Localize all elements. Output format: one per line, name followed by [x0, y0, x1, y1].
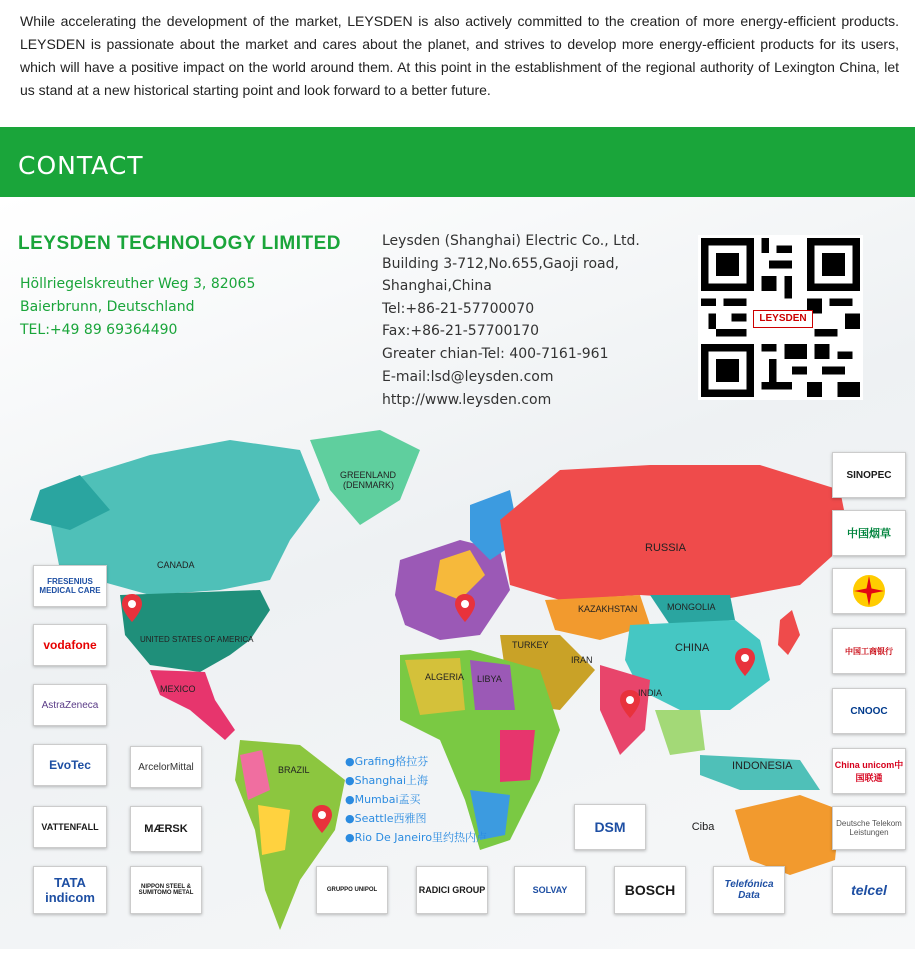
qr-code	[698, 235, 863, 400]
office-rio: ●Rio De Janeiro里约热内卢	[345, 831, 488, 844]
germany-street: Höllriegelskreuther Weg 3, 82065	[20, 276, 256, 292]
germany-city: Baierbrunn, Deutschland	[20, 299, 195, 315]
shanghai-address-line2: Shanghai,China	[382, 278, 492, 294]
contact-banner	[0, 127, 915, 197]
logo-maersk: MÆRSK	[130, 806, 202, 852]
label-usa: UNITED STATES OF AMERICA	[140, 635, 254, 644]
map-russia	[500, 465, 850, 600]
qr-brand-label: LEYSDEN	[753, 310, 813, 328]
label-russia: RUSSIA	[645, 542, 686, 554]
map-mexico	[150, 670, 235, 740]
logo-petrochina	[832, 568, 906, 614]
label-china: CHINA	[675, 642, 710, 654]
pin-rio	[312, 805, 332, 833]
label-mexico: MEXICO	[160, 684, 196, 694]
shanghai-tel: Tel:+86-21-57700070	[382, 301, 535, 317]
logo-nippon-steel: NIPPON STEEL & SUMITOMO METAL	[130, 866, 202, 914]
banner-title: CONTACT	[18, 151, 144, 180]
map-japan	[778, 610, 800, 655]
label-libya: LIBYA	[477, 674, 502, 684]
shanghai-greater-china-tel: Greater chian-Tel: 400-7161-961	[382, 346, 609, 362]
label-indonesia: INDONESIA	[732, 760, 793, 772]
logo-china-unicom: China unicom中国联通	[832, 748, 906, 794]
pin-grafing	[455, 594, 475, 622]
label-turkey: TURKEY	[512, 640, 549, 650]
label-brazil: BRAZIL	[278, 765, 310, 775]
label-india: INDIA	[638, 688, 663, 698]
logo-cnooc: CNOOC	[832, 688, 906, 734]
pin-shanghai	[735, 648, 755, 676]
office-grafing: ●Grafing格拉芬	[345, 755, 429, 768]
logo-astrazeneca: AstraZeneca	[33, 684, 107, 726]
pin-mumbai	[620, 690, 640, 718]
office-list	[345, 752, 487, 847]
label-canada: CANADA	[157, 560, 195, 570]
shanghai-email[interactable]: E-mail:lsd@leysden.com	[382, 369, 554, 385]
logo-sinopec: SINOPEC	[832, 452, 906, 498]
office-shanghai: ●Shanghai上海	[345, 774, 429, 787]
petrochina-icon	[852, 574, 886, 608]
office-seattle: ●Seattle西雅图	[345, 812, 427, 825]
map-usa	[120, 590, 270, 672]
logo-tata-indicom: TATA indicom	[33, 866, 107, 914]
label-algeria: ALGERIA	[425, 672, 465, 682]
shanghai-fax: Fax:+86-21-57700170	[382, 323, 540, 339]
germany-company-name: LEYSDEN TECHNOLOGY LIMITED	[18, 233, 342, 254]
logo-fresenius: FRESENIUS MEDICAL CARE	[33, 565, 107, 607]
germany-tel: TEL:+49 89 69364490	[20, 322, 178, 338]
pin-seattle	[122, 594, 142, 622]
label-greenland: GREENLAND	[340, 470, 397, 480]
logo-gruppo-unipol: GRUPPO UNIPOL	[316, 866, 388, 914]
logo-deutsche-telekom: Deutsche Telekom Leistungen	[832, 806, 906, 850]
label-iran: IRAN	[571, 655, 593, 665]
label-kazakhstan: KAZAKHSTAN	[578, 604, 638, 614]
label-mongolia: MONGOLIA	[667, 602, 716, 612]
logo-arcelormittal: ArcelorMittal	[130, 746, 202, 788]
intro-paragraph: While accelerating the development of the market, LEYSDEN is also actively committed to the creation of more energy-efficient products. LEYSDEN is passionate about the market and cares about the planet, and strives to develop more energy-efficient products for its users, which will have a positive impact on the world around them. At this point in the establishment of the regional authority of Lexington China, let us stand at a new historical starting point and look forward to a better future.	[20, 13, 899, 98]
shanghai-website[interactable]: http://www.leysden.com	[382, 392, 552, 408]
shanghai-company-name: Leysden (Shanghai) Electric Co., Ltd.	[382, 233, 640, 249]
logo-solvay: SOLVAY	[514, 866, 586, 914]
logo-china-tobacco: 中国烟草	[832, 510, 906, 556]
logo-vodafone: vodafone	[33, 624, 107, 666]
logo-dsm: DSM	[574, 804, 646, 850]
logo-radici-group: RADICI GROUP	[416, 866, 488, 914]
logo-evotec: EvoTec	[33, 744, 107, 786]
shanghai-address-line1: Building 3-712,No.655,Gaoji road,	[382, 256, 619, 272]
map-australia	[735, 795, 840, 875]
logo-bosch: BOSCH	[614, 866, 686, 914]
label-denmark: (DENMARK)	[343, 480, 394, 490]
office-mumbai: ●Mumbai孟买	[345, 793, 421, 806]
logo-telefonica: Telefónica Data	[713, 866, 785, 914]
logo-ciba: Ciba	[691, 821, 715, 833]
logo-icbc: 中国工商银行	[832, 628, 906, 674]
logo-telcel: telcel	[832, 866, 906, 914]
logo-vattenfall: VATTENFALL	[33, 806, 107, 848]
